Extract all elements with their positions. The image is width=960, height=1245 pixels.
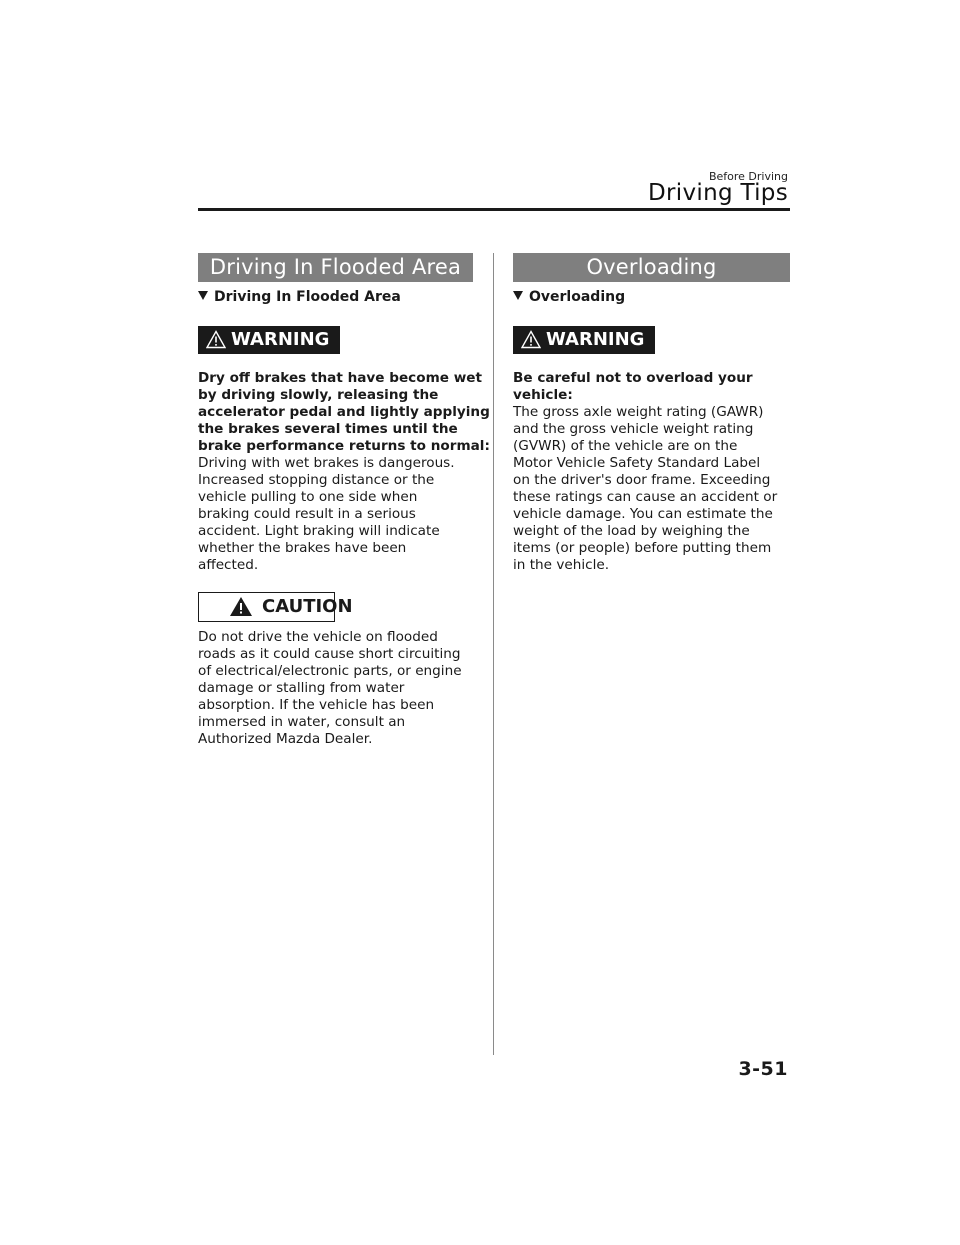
caution-text-line: Do not drive the vehicle on flooded [198, 629, 438, 645]
subheading-overloading [513, 289, 625, 305]
warning-triangle-icon [206, 330, 226, 349]
warning-text-overloading [513, 370, 777, 574]
warning-text-line: weight of the load by weighing the [513, 523, 750, 539]
warning-bold-line: brake performance returns to normal: [198, 438, 490, 454]
warning-text-line: The gross axle weight rating (GAWR) [513, 404, 764, 420]
column-divider [493, 253, 494, 1055]
page-number: 3-51 [738, 1058, 788, 1080]
warning-bold-line: the brakes several times until the [198, 421, 458, 437]
warning-text-line: items (or people) before putting them [513, 540, 772, 556]
warning-text-line: these ratings can cause an accident or [513, 489, 778, 505]
warning-triangle-icon [521, 330, 541, 349]
warning-text-line: in the vehicle. [513, 557, 610, 573]
warning-bold-line: accelerator pedal and lightly applying [198, 404, 490, 420]
page-title: Driving Tips [648, 180, 788, 206]
subheading-label: Overloading [529, 289, 626, 305]
warning-text-line: vehicle pulling to one side when [198, 489, 418, 505]
warning-text-line: (GVWR) of the vehicle are on the [513, 438, 738, 454]
warning-label-overloading [513, 326, 655, 354]
caution-text-line: immersed in water, consult an [198, 714, 406, 730]
warning-text-line: and the gross vehicle weight rating [513, 421, 754, 437]
warning-bold-line: by driving slowly, releasing the [198, 387, 439, 403]
caution-text-line: roads as it could cause short circuiting [198, 646, 461, 662]
warning-label-flooded [198, 326, 340, 354]
section-banner-flooded-area: Driving In Flooded Area [198, 253, 473, 282]
warning-bold-line: Dry off brakes that have become wet [198, 370, 482, 386]
warning-text-line: braking could result in a serious [198, 506, 416, 522]
caution-triangle-icon [229, 596, 253, 617]
header-rule [198, 208, 790, 211]
warning-label-text: WARNING [546, 329, 645, 350]
subheading-label: Driving In Flooded Area [214, 289, 401, 305]
warning-text-line: Driving with wet brakes is dangerous. [198, 455, 455, 471]
warning-text-flooded [198, 370, 490, 574]
warning-text-line: whether the brakes have been [198, 540, 407, 556]
warning-bold-line: Be careful not to overload your [513, 370, 753, 386]
warning-text-line: Motor Vehicle Safety Standard Label [513, 455, 761, 471]
warning-text-line: vehicle damage. You can estimate the [513, 506, 773, 522]
caution-text-line: absorption. If the vehicle has been [198, 697, 435, 713]
subheading-flooded-area [198, 289, 401, 305]
section-banner-overloading: Overloading [513, 253, 790, 282]
triangle-down-icon [198, 291, 208, 300]
caution-label-flooded [198, 592, 353, 622]
section-name: Before Driving [708, 170, 788, 183]
warning-bold-line: vehicle: [513, 387, 573, 403]
warning-text-line: on the driver's door frame. Exceeding [513, 472, 771, 488]
warning-text-line: affected. [198, 557, 259, 573]
caution-text-line: damage or stalling from water [198, 680, 405, 696]
warning-text-line: accident. Light braking will indicate [198, 523, 440, 539]
warning-text-line: Increased stopping distance or the [198, 472, 435, 488]
warning-label-text: WARNING [231, 329, 330, 350]
triangle-down-icon [513, 291, 523, 300]
caution-text-line: of electrical/electronic parts, or engine [198, 663, 462, 679]
caution-text-line: Authorized Mazda Dealer. [198, 731, 373, 747]
caution-label-text: CAUTION [262, 596, 353, 617]
caution-text-flooded [198, 629, 462, 748]
